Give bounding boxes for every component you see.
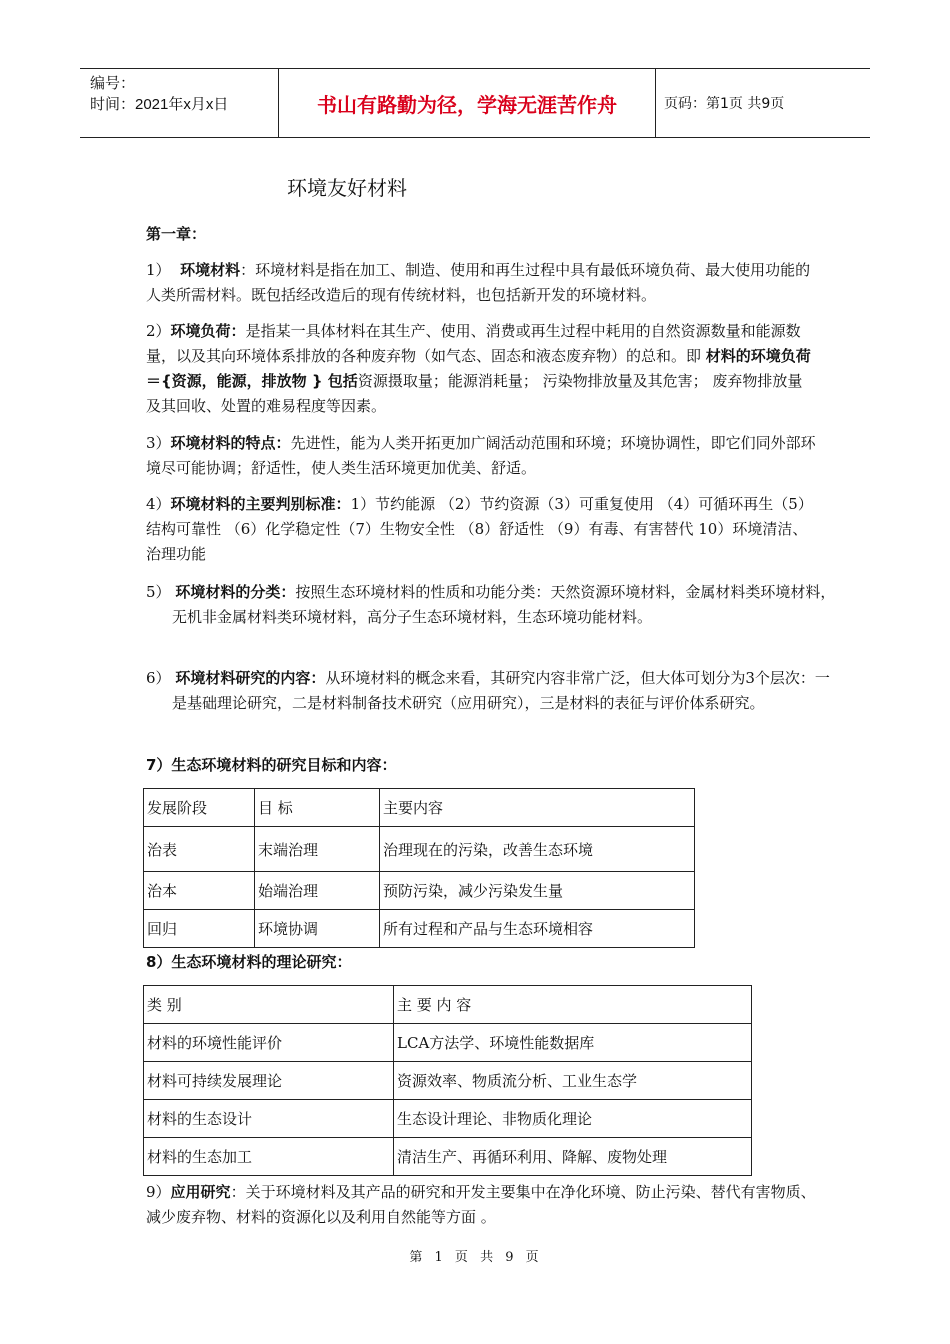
section-5: 5） 环境材料的分类：按照生态环境材料的性质和功能分类：天然资源环境材料，金属材料类环境材料，无机非金属材料类环境材料，高分子生态环境材料，生态环境功能材料。 (146, 583, 836, 626)
table-cell: 回归 (144, 910, 255, 948)
table-header-cell: 目 标 (255, 789, 380, 827)
table-header-cell: 主要内容 (380, 789, 695, 827)
page-header (80, 68, 870, 138)
section-2: 2）环境负荷：是指某一具体材料在其生产、使用、消费或再生过程中耗用的自然资源数量和能源数量，以及其向环境体系排放的各种废弃物（如气态、固态和液态废弃物）的总和。即 材料的环境负荷＝{资源，能源，排放物 } 包括资源摄取量；能源消耗量； 污染物排放量及其危害； 废弃物排放量及其回收、处置的难易程度等因素。 (146, 322, 811, 415)
table-cell: 始端治理 (255, 872, 380, 910)
header-meta (90, 73, 280, 115)
table-row (144, 827, 695, 872)
table-row (144, 1138, 752, 1176)
table-row (144, 872, 695, 910)
table-header-cell: 发展阶段 (144, 789, 255, 827)
table-header-row (144, 986, 752, 1024)
table-row (144, 910, 695, 948)
table-row (144, 1024, 752, 1062)
page-footer: 第 1 页 共 9 页 (409, 1250, 541, 1265)
section-1: 1） 环境材料：环境材料是指在加工、制造、使用和再生过程中具有最低环境负荷、最大使用功能的人类所需材料。既包括经改造后的现有传统材料，也包括新开发的环境材料。 (146, 261, 811, 304)
section-4: 4）环境材料的主要判别标准：1）节约能源 （2）节约资源（3）可重复使用 （4）可循环再生（5）结构可靠性 （6）化学稳定性（7）生物安全性 （8）舒适性 （9）有毒、有害替代 10）环境清洁、治理功能 (146, 495, 813, 563)
table-cell: 材料的环境性能评价 (144, 1024, 394, 1062)
section-7-heading: 7）生态环境材料的研究目标和内容： (146, 756, 397, 774)
table-header-row (144, 789, 695, 827)
header-motto: 书山有路勤为径，学海无涯苦作舟 (278, 69, 656, 137)
table-cell: LCA方法学、环境性能数据库 (394, 1024, 752, 1062)
section-6: 6） 环境材料研究的内容：从环境材料的概念来看，其研究内容非常广泛，但大体可划分为3个层次：一是基础理论研究，二是材料制备技术研究（应用研究），三是材料的表征与评价体系研究。 (146, 669, 830, 712)
table-cell: 清洁生产、再循环利用、降解、废物处理 (394, 1138, 752, 1176)
document-title: 环境友好材料 (287, 176, 407, 200)
table-cell: 所有过程和产品与生态环境相容 (380, 910, 695, 948)
table-cell: 资源效率、物质流分析、工业生态学 (394, 1062, 752, 1100)
table-row (144, 1062, 752, 1100)
section-8-heading: 8）生态环境材料的理论研究： (146, 953, 352, 971)
chapter-heading: 第一章： (146, 225, 207, 243)
table-row (144, 1100, 752, 1138)
table-cell: 材料可持续发展理论 (144, 1062, 394, 1100)
table-cell: 生态设计理论、非物质化理论 (394, 1100, 752, 1138)
table-cell: 末端治理 (255, 827, 380, 872)
table-cell: 治表 (144, 827, 255, 872)
table-cell: 材料的生态加工 (144, 1138, 394, 1176)
table-cell: 治理现在的污染，改善生态环境 (380, 827, 695, 872)
table-header-cell: 类 别 (144, 986, 394, 1024)
table-cell: 预防污染，减少污染发生量 (380, 872, 695, 910)
doc-number-label: 编号： (90, 75, 136, 92)
table-header-cell: 主 要 内 容 (394, 986, 752, 1024)
table-cell: 治本 (144, 872, 255, 910)
doc-time-label: 时间：2021年x月x日 (90, 96, 229, 113)
table-cell: 材料的生态设计 (144, 1100, 394, 1138)
header-page-info: 页码：第1页 共9页 (664, 96, 785, 112)
table-cell: 环境协调 (255, 910, 380, 948)
section-3: 3）环境材料的特点：先进性，能为人类开拓更加广阔活动范围和环境；环境协调性，即它们同外部环境尽可能协调；舒适性，使人类生活环境更加优美、舒适。 (146, 434, 816, 477)
theory-research-table (143, 985, 752, 1176)
section-9: 9）应用研究：关于环境材料及其产品的研究和开发主要集中在净化环境、防止污染、替代有害物质、减少废弃物、材料的资源化以及利用自然能等方面 。 (146, 1183, 816, 1226)
research-goals-table (143, 788, 695, 948)
